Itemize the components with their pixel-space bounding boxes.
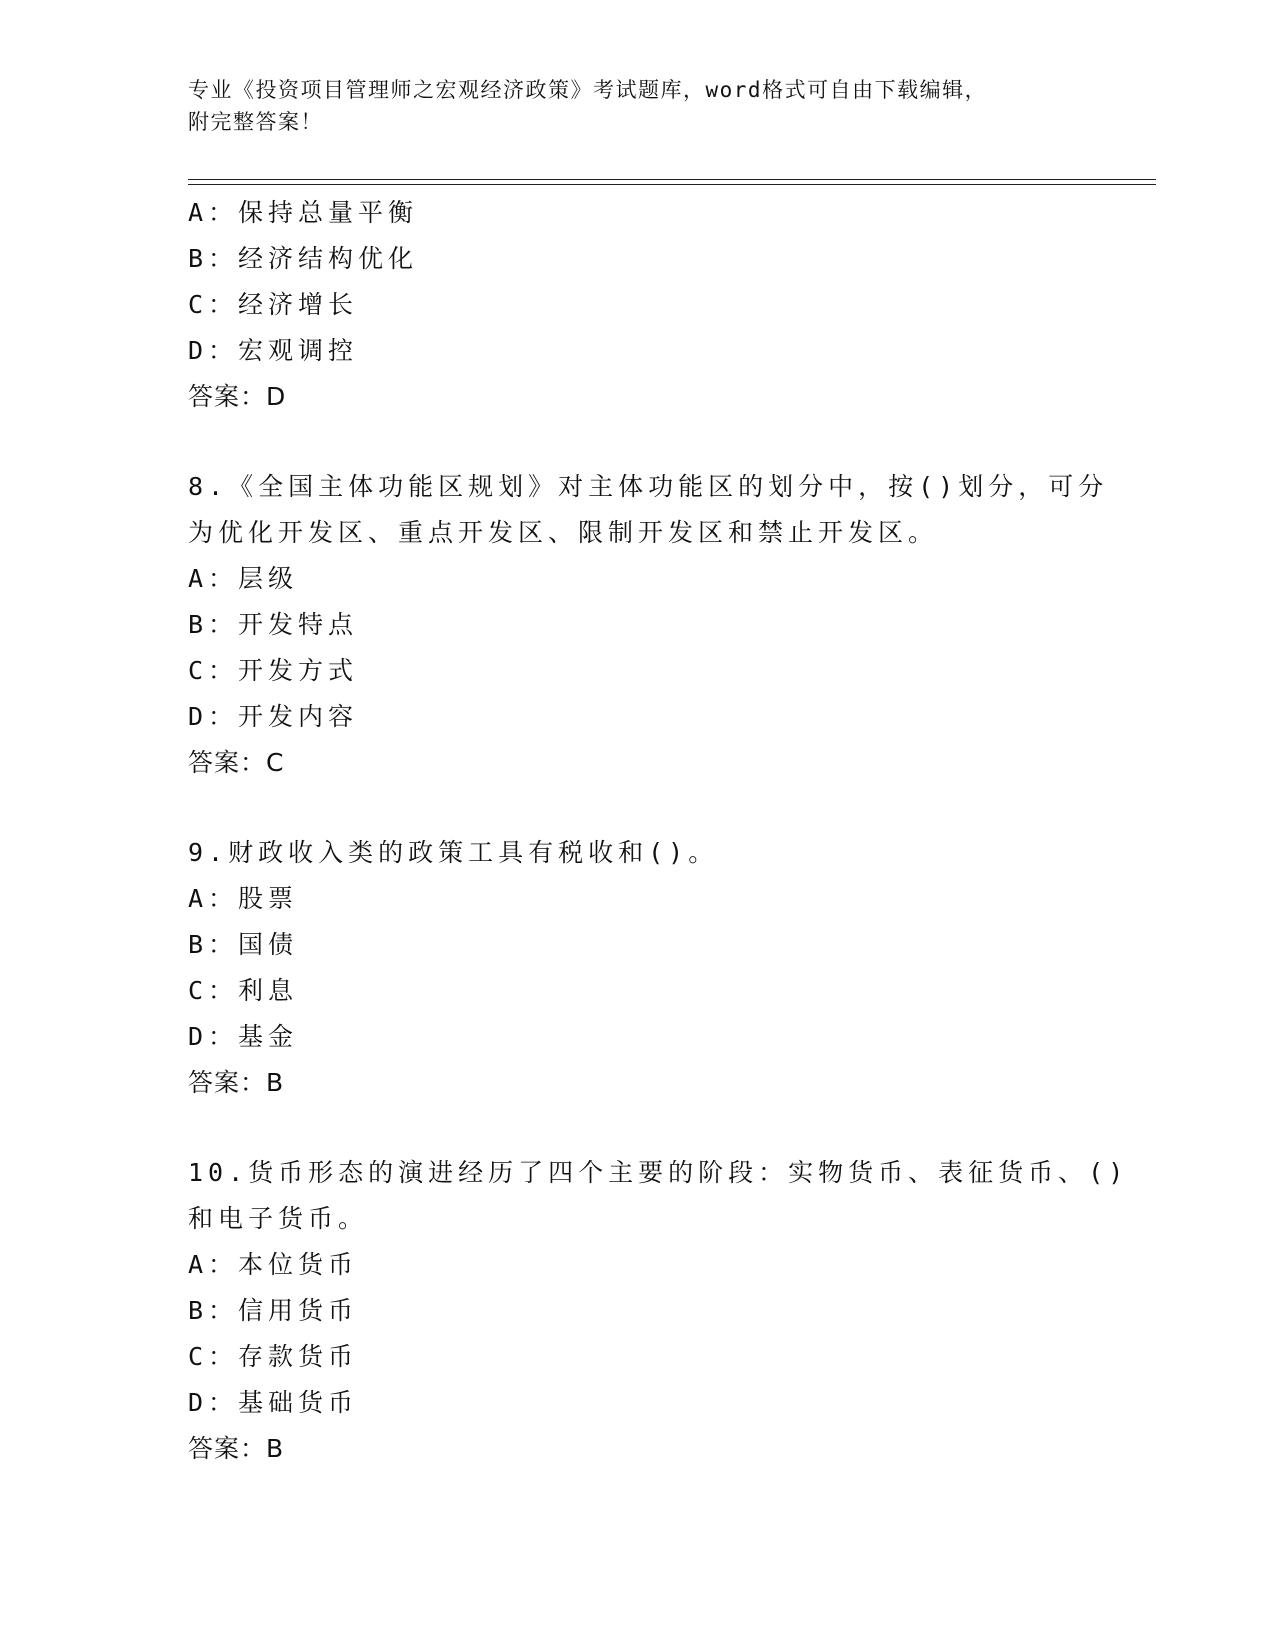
option-a: A：保持总量平衡 <box>188 198 419 227</box>
question-9 <box>188 830 1088 1106</box>
option-b: B：国债 <box>188 930 299 959</box>
option-d: D：开发内容 <box>188 702 359 731</box>
question-stem-continued: 为优化开发区、重点开发区、限制开发区和禁止开发区。 <box>188 518 939 547</box>
option-c: C：利息 <box>188 976 299 1005</box>
answer: 答案：B <box>188 1068 285 1097</box>
header-line-1: 专业《投资项目管理师之宏观经济政策》考试题库，word格式可自由下载编辑， <box>188 78 988 102</box>
option-a: A：本位货币 <box>188 1250 359 1279</box>
header-line-2: 附完整答案！ <box>188 110 323 134</box>
option-a: A：股票 <box>188 884 299 913</box>
question-stem: 10.货币形态的演进经历了四个主要的阶段：实物货币、表征货币、() <box>188 1158 1129 1187</box>
option-c: C：开发方式 <box>188 656 359 685</box>
question-8 <box>188 464 1109 786</box>
option-d: D：基础货币 <box>188 1388 359 1417</box>
option-c: C：经济增长 <box>188 290 359 319</box>
option-b: B：信用货币 <box>188 1296 359 1325</box>
option-d: D：宏观调控 <box>188 336 359 365</box>
header-divider-bottom <box>188 184 1156 185</box>
question-10 <box>188 1150 1129 1472</box>
option-d: D：基金 <box>188 1022 299 1051</box>
document-header <box>188 74 1088 138</box>
question-list <box>188 190 1129 1472</box>
answer: 答案：D <box>188 382 287 411</box>
option-c: C：存款货币 <box>188 1342 359 1371</box>
question-stem: 9.财政收入类的政策工具有税收和()。 <box>188 838 719 867</box>
header-divider-top <box>188 179 1156 180</box>
option-b: B：经济结构优化 <box>188 244 419 273</box>
question-stem: 8.《全国主体功能区规划》对主体功能区的划分中，按()划分，可分 <box>188 472 1109 501</box>
option-a: A：层级 <box>188 564 299 593</box>
answer: 答案：C <box>188 748 285 777</box>
question-stem-continued: 和电子货币。 <box>188 1204 369 1233</box>
answer: 答案：B <box>188 1434 285 1463</box>
question-7 <box>188 190 1088 420</box>
option-b: B：开发特点 <box>188 610 359 639</box>
